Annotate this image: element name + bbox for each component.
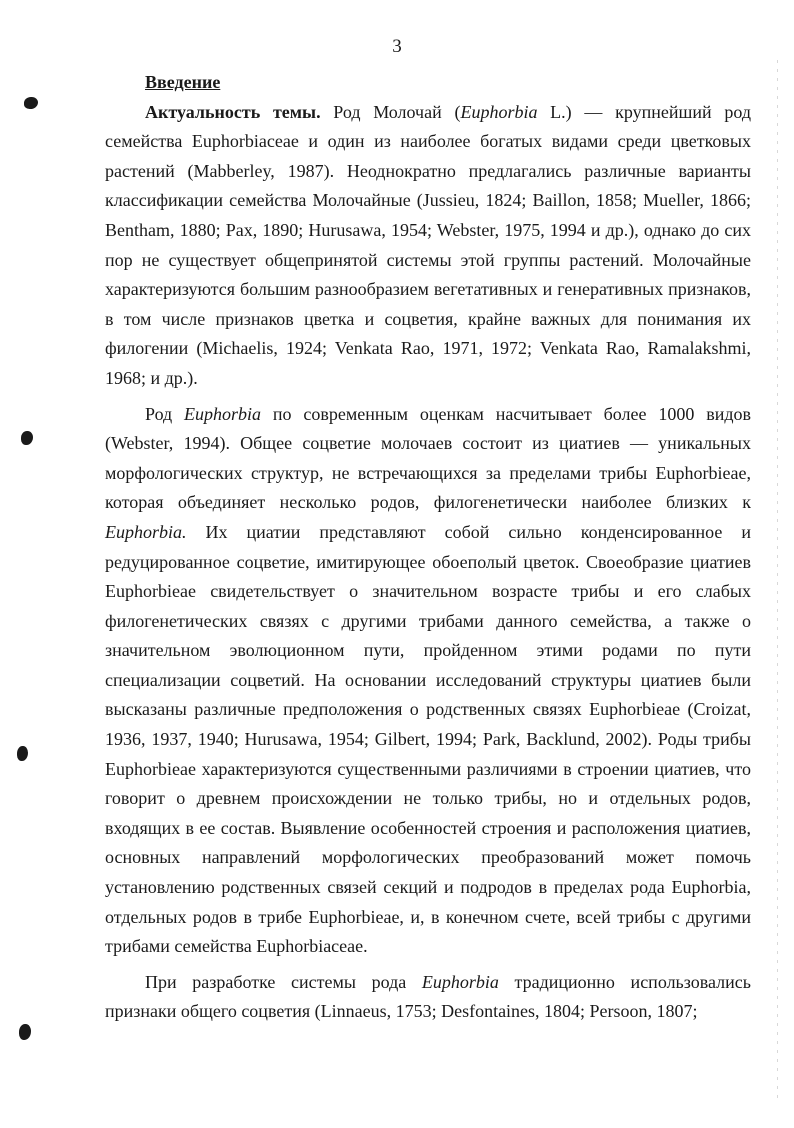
- document-body: [105, 68, 751, 1027]
- page-number: 3: [392, 36, 402, 57]
- italic-term: Euphorbia: [184, 403, 262, 424]
- margin-ink-blot: [17, 746, 28, 761]
- scan-edge-line: [777, 60, 778, 1100]
- italic-term: Euphorbia.: [105, 521, 187, 542]
- margin-ink-blot: [24, 97, 38, 109]
- italic-term: Euphorbia: [421, 971, 499, 992]
- section-heading: Введение: [145, 72, 221, 92]
- paragraph-text: по современным оценкам насчитывает более 1000 видов (Webster, 1994). Общее соцветие молочаев состоит из циатиев — уникальных морфологических структур, не встречающихся за пределами трибы Euphorbieae, которая объединяет несколько родов, филогенетически наиболее близких к: [105, 403, 751, 513]
- margin-ink-blot: [19, 1024, 31, 1040]
- paragraph-text: Род: [145, 403, 185, 424]
- paragraph-text: L.) — крупнейший род семейства Euphorbiaceae и один из наиболее богатых видами среди цветковых растений (Mabberley, 1987). Неоднократно предлагались различные варианты классификации семейства Молочайные (Jussieu, 1824; Baillon, 1858; Mueller, 1866; Bentham, 1880; Pax, 1890; Hurusawa, 1954; Webster, 1975, 1994 и др.), однако до сих пор не существует общепринятой системы этой группы растений. Молочайные характеризуются большим разнообразием вегетативных и генеративных признаков, в том числе признаков цветка и соцветия, крайне важных для понимания их филогении (Michaelis, 1924; Venkata Rao, 1971, 1972; Venkata Rao, Ramalakshmi, 1968; и др.).: [105, 101, 751, 388]
- paragraph-system: [105, 968, 751, 1027]
- paragraph-text: Их циатии представляют собой сильно конденсированное и редуцированное соцветие, имитирующее обоеполый цветок. Своеобразие циатиев Euphorbieae свидетельствует о значительном возрасте трибы и его слабых филогенетических связях с другими трибами данного семейства, а также о значительном эволюционном пути, пройденном этими родами по пути специализации соцветий. На основании исследований структуры циатиев были высказаны различные предположения о родственных связях Euphorbieae (Croizat, 1936, 1937, 1940; Hurusawa, 1954; Gilbert, 1994; Park, Backlund, 2002). Роды трибы Euphorbieae характеризуются существенными различиями в строении циатиев, что говорит о древнем происхождении не только трибы, но и отдельных родов, входящих в ее состав. Выявление особенностей строения и расположения циатиев, основных направлений морфологических преобразований может помочь установлению родственных связей секций и подродов в пределах рода Euphorbia, отдельных родов в трибе Euphorbieae, и, в конечном счете, всей трибы с другими трибами семейства Euphorbiaceae.: [105, 521, 751, 957]
- margin-ink-blot: [21, 431, 33, 445]
- paragraph-relevance: [105, 98, 751, 394]
- bold-lead: Актуальность темы.: [145, 101, 321, 122]
- paragraph-text: Род Молочай (: [320, 101, 461, 122]
- paragraph-text: традиционно использовались признаки общего соцветия (Linnaeus, 1753; Desfontaines, 1804; Persoon, 1807;: [105, 971, 751, 1022]
- italic-term: Euphorbia: [460, 101, 538, 122]
- paragraph-text: При разработке системы рода: [145, 971, 422, 992]
- paragraph-cyathia: [105, 400, 751, 962]
